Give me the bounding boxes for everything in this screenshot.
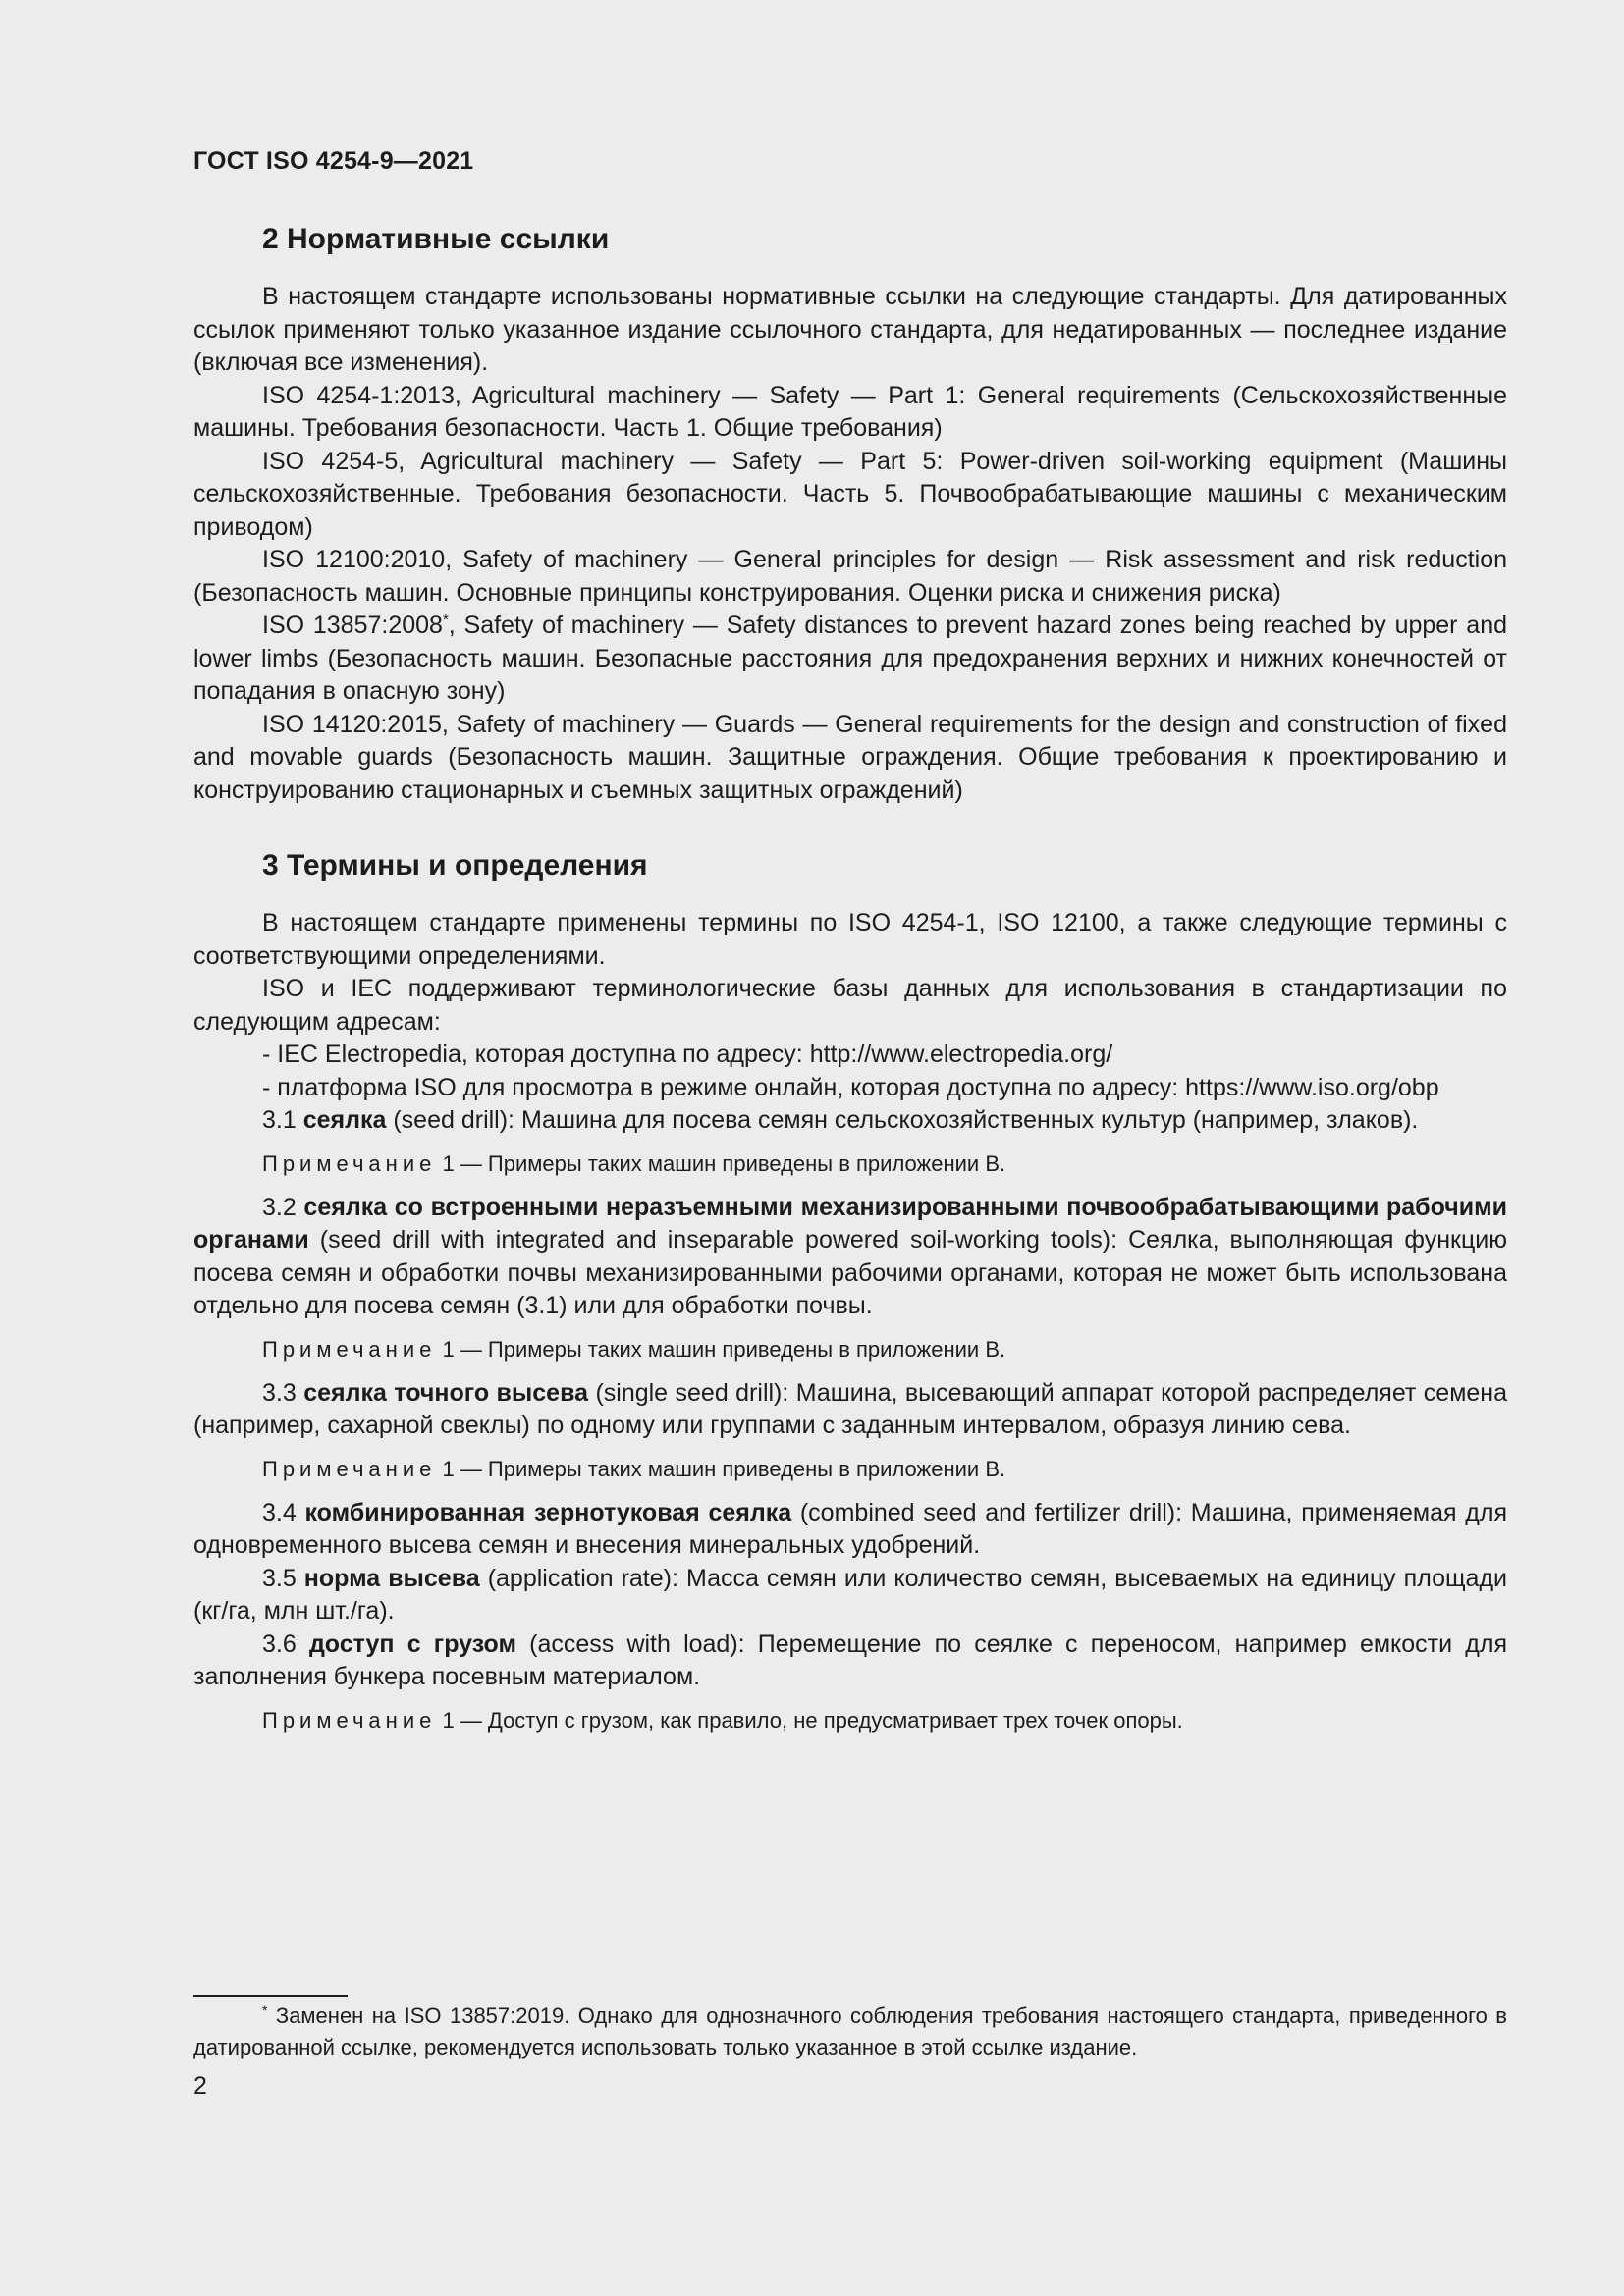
- footnote-marker: *: [442, 612, 449, 628]
- reference-iso-13857: [193, 610, 1507, 709]
- term-3-4: [193, 1497, 1507, 1563]
- term-3-2-note: [193, 1335, 1507, 1364]
- electropedia-link-item: - IEC Electropedia, которая доступна по адресу: http://www.electropedia.org/: [262, 1041, 1113, 1068]
- note-text: — Примеры таких машин приведены в приложении В.: [454, 1150, 1006, 1176]
- terminology-databases-intro: ISO и IEC поддерживают терминологические базы данных для использования в стандартизации по следующим адресам:: [193, 975, 1507, 1036]
- section-3-title: 3 Термины и определения: [262, 849, 648, 881]
- note-number: 1: [436, 1456, 455, 1481]
- note-text: — Примеры таких машин приведены в приложении В.: [454, 1336, 1006, 1362]
- term-name: сеялка со встроенными неразъемными механизированными почвообрабатывающими рабочими органами: [193, 1193, 1507, 1254]
- note-number: 1: [436, 1707, 455, 1733]
- term-name: доступ с грузом: [308, 1629, 516, 1658]
- note-number: 1: [436, 1336, 455, 1362]
- page-content: [193, 220, 1507, 1748]
- reference-iso-13857-title: , Safety of machinery — Safety distances to prevent hazard zones being reached by upper and lower limbs (Безопасность машин. Безопасные расстояния для предохранения верхних и нижних конечностей от попадания в опасную зону): [193, 612, 1508, 705]
- reference-iso-4254-5: ISO 4254-5, Agricultural machinery — Safety — Part 5: Power-driven soil-working equipment (Машины сельскохозяйственные. Требования безопасности. Часть 5. Почвообрабатывающие машины с механическим приводом): [193, 447, 1507, 541]
- note-label: Примечание: [262, 1336, 437, 1362]
- term-name: сеялка: [302, 1106, 387, 1134]
- reference-iso-4254-1: ISO 4254-1:2013, Agricultural machinery — Safety — Part 1: General requirements (Сельскохозяйственные машины. Требования безопасности. Часть 1. Общие требования): [193, 381, 1507, 442]
- term-3-1: [193, 1104, 1507, 1138]
- term-number: 3.4: [262, 1498, 305, 1526]
- term-number: 3.5: [262, 1564, 304, 1592]
- term-3-1-note: [193, 1149, 1507, 1179]
- note-label: Примечание: [262, 1456, 437, 1481]
- term-definition: (access with load): Перемещение по сеялке с переносом, например емкости для заполнения бункера посевным материалом.: [193, 1629, 1507, 1690]
- footnote-mark: *: [262, 2002, 268, 2018]
- note-label: Примечание: [262, 1707, 437, 1733]
- note-label: Примечание: [262, 1150, 437, 1176]
- note-text: — Примеры таких машин приведены в приложении В.: [454, 1456, 1006, 1481]
- iso-obp-link-item: - платформа ISO для просмотра в режиме онлайн, которая доступна по адресу: https://www.iso.org/obp: [262, 1073, 1439, 1101]
- section-2-intro: В настоящем стандарте использованы нормативные ссылки на следующие стандарты. Для датированных ссылок применяют только указанное издание ссылочного стандарта, для недатированных — последнее издание (включая все изменения).: [193, 283, 1507, 376]
- reference-iso-12100: ISO 12100:2010, Safety of machinery — General principles for design — Risk assessment and risk reduction (Безопасность машин. Основные принципы конструирования. Оценки риска и снижения риска): [193, 546, 1507, 607]
- term-number: 3.3: [262, 1378, 304, 1407]
- term-3-6-note: [193, 1706, 1507, 1735]
- footnote-separator: [193, 1995, 348, 1997]
- term-number: 3.1: [262, 1106, 303, 1134]
- page-number: 2: [193, 2072, 207, 2100]
- term-3-3: [193, 1377, 1507, 1443]
- section-2-title: 2 Нормативные ссылки: [262, 223, 610, 255]
- term-definition: (application rate): Масса семян или количество семян, высеваемых на единицу площади (кг/га, млн шт./га).: [193, 1564, 1507, 1625]
- term-3-2: [193, 1192, 1507, 1323]
- note-text: — Доступ с грузом, как правило, не предусматривает трех точек опоры.: [454, 1707, 1183, 1733]
- footnote: [193, 2001, 1507, 2063]
- document-header: ГОСТ ISO 4254-9—2021: [193, 147, 474, 175]
- footnote-text: Заменен на ISO 13857:2019. Однако для однозначного соблюдения требования настоящего стандарта, приведенного в датированной ссылке, рекомендуется использовать только указанное в этой ссылке издание.: [193, 2003, 1507, 2059]
- note-number: 1: [436, 1150, 455, 1176]
- reference-iso-14120: ISO 14120:2015, Safety of machinery — Guards — General requirements for the design and construction of fixed and movable guards (Безопасность машин. Защитные ограждения. Общие требования к проектированию и конструированию стационарных и съемных защитных ограждений): [193, 710, 1507, 804]
- term-3-5: [193, 1563, 1507, 1629]
- term-number: 3.6: [262, 1629, 309, 1658]
- term-number: 3.2: [262, 1193, 304, 1221]
- section-3-intro: В настоящем стандарте применены термины по ISO 4254-1, ISO 12100, а также следующие термины с соответствующими определениями.: [193, 909, 1507, 970]
- term-definition: (single seed drill): Машина, высевающий аппарат которой распределяет семена (например, сахарной свеклы) по одному или группами с заданным интервалом, образуя линию сева.: [193, 1378, 1508, 1439]
- term-definition: (combined seed and fertilizer drill): Машина, применяемая для одновременного высева семян и внесения минеральных удобрений.: [193, 1498, 1507, 1559]
- term-definition: (seed drill with integrated and inseparable powered soil-working tools): Сеялка, выполняющая функцию посева семян и обработки почвы механизированными рабочими органами, которая не может быть использована отдельно для посева семян (3.1) или для обработки почвы.: [193, 1226, 1507, 1319]
- term-name: норма высева: [303, 1564, 480, 1592]
- term-definition: (seed drill): Машина для посева семян сельскохозяйственных культур (например, злаков).: [386, 1106, 1419, 1134]
- term-name: сеялка точного высева: [303, 1378, 589, 1407]
- term-name: комбинированная зернотуковая сеялка: [304, 1498, 792, 1526]
- term-3-6: [193, 1629, 1507, 1694]
- term-3-3-note: [193, 1455, 1507, 1484]
- reference-iso-13857-id: ISO 13857:2008: [262, 612, 443, 639]
